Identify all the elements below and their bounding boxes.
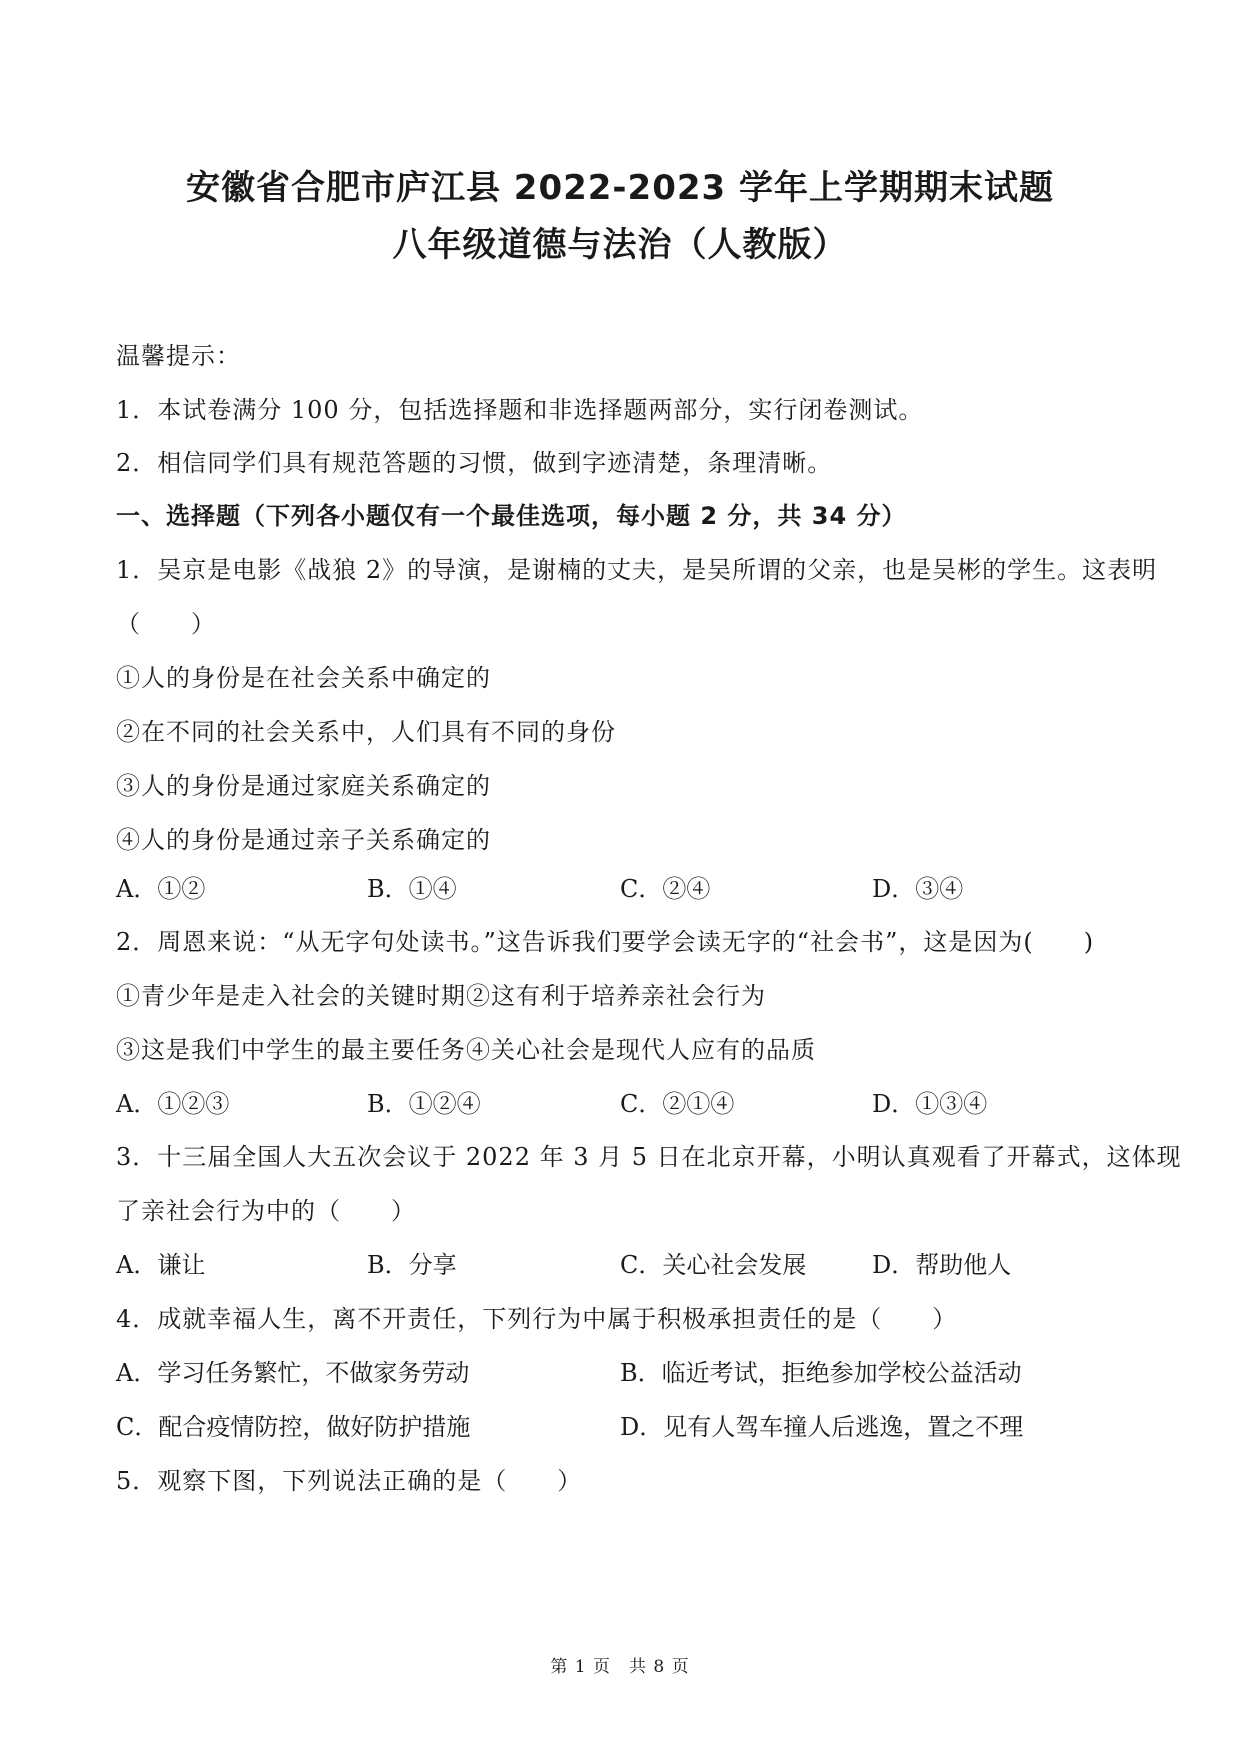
exam-title: 安徽省合肥市庐江县 2022-2023 学年上学期期末试题: [185, 168, 1055, 208]
q1-statement-3: ③人的身份是通过家庭关系确定的: [116, 772, 491, 800]
q3-option-b: B．分享: [367, 1251, 457, 1279]
q2-statements-3-4: ③这是我们中学生的最主要任务④关心社会是现代人应有的品质: [116, 1036, 816, 1064]
q3-option-d: D．帮助他人: [872, 1251, 1012, 1279]
q4-option-a: A．学习任务繁忙，不做家务劳动: [116, 1359, 470, 1387]
q4-stem: 4．成就幸福人生，离不开责任，下列行为中属于积极承担责任的是（ ）: [116, 1305, 958, 1333]
q1-statement-1: ①人的身份是在社会关系中确定的: [116, 664, 491, 692]
q2-option-d: D．①③④: [872, 1090, 988, 1118]
q2-option-a: A．①②③: [116, 1090, 230, 1118]
notice-item-2: 2．相信同学们具有规范答题的习惯，做到字迹清楚，条理清晰。: [116, 449, 833, 477]
q1-stem-line2: （ ）: [116, 610, 216, 638]
q1-option-c: C．②④: [620, 875, 711, 903]
q1-statement-4: ④人的身份是通过亲子关系确定的: [116, 826, 491, 854]
notice-item-1: 1．本试卷满分 100 分，包括选择题和非选择题两部分，实行闭卷测试。: [116, 396, 924, 424]
q1-stem-line1: 1．吴京是电影《战狼 2》的导演，是谢楠的丈夫，是吴所谓的父亲，也是吴彬的学生。这表明: [116, 556, 1158, 584]
exam-subtitle: 八年级道德与法治（人教版）: [392, 225, 848, 265]
q1-option-d: D．③④: [872, 875, 964, 903]
notice-heading: 温馨提示：: [116, 342, 241, 370]
q1-option-b: B．①④: [367, 875, 457, 903]
q1-option-a: A．①②: [116, 875, 206, 903]
q3-option-a: A．谦让: [116, 1251, 206, 1279]
q2-statements-1-2: ①青少年是走入社会的关键时期②这有利于培养亲社会行为: [116, 982, 766, 1010]
q4-option-d: D．见有人驾车撞人后逃逸，置之不理: [620, 1413, 1024, 1441]
q1-statement-2: ②在不同的社会关系中，人们具有不同的身份: [116, 718, 616, 746]
q3-option-c: C．关心社会发展: [620, 1251, 807, 1279]
q4-option-c: C．配合疫情防控，做好防护措施: [116, 1413, 471, 1441]
q3-stem-line2: 了亲社会行为中的（ ）: [116, 1197, 416, 1225]
q2-stem: 2．周恩来说：“从无字句处读书。”这告诉我们要学会读无字的“社会书”，这是因为( ): [116, 928, 1095, 956]
q3-stem-line1: 3．十三届全国人大五次会议于 2022 年 3 月 5 日在北京开幕，小明认真观看了开幕式，这体现: [116, 1143, 1182, 1171]
section-heading: 一、选择题（下列各小题仅有一个最佳选项，每小题 2 分，共 34 分）: [116, 502, 907, 530]
q5-stem: 5．观察下图，下列说法正确的是（ ）: [116, 1467, 583, 1495]
q2-option-b: B．①②④: [367, 1090, 481, 1118]
q2-option-c: C．②①④: [620, 1090, 735, 1118]
q4-option-b: B．临近考试，拒绝参加学校公益活动: [620, 1359, 1022, 1387]
page-footer: 第 1 页 共 8 页: [550, 1657, 690, 1677]
